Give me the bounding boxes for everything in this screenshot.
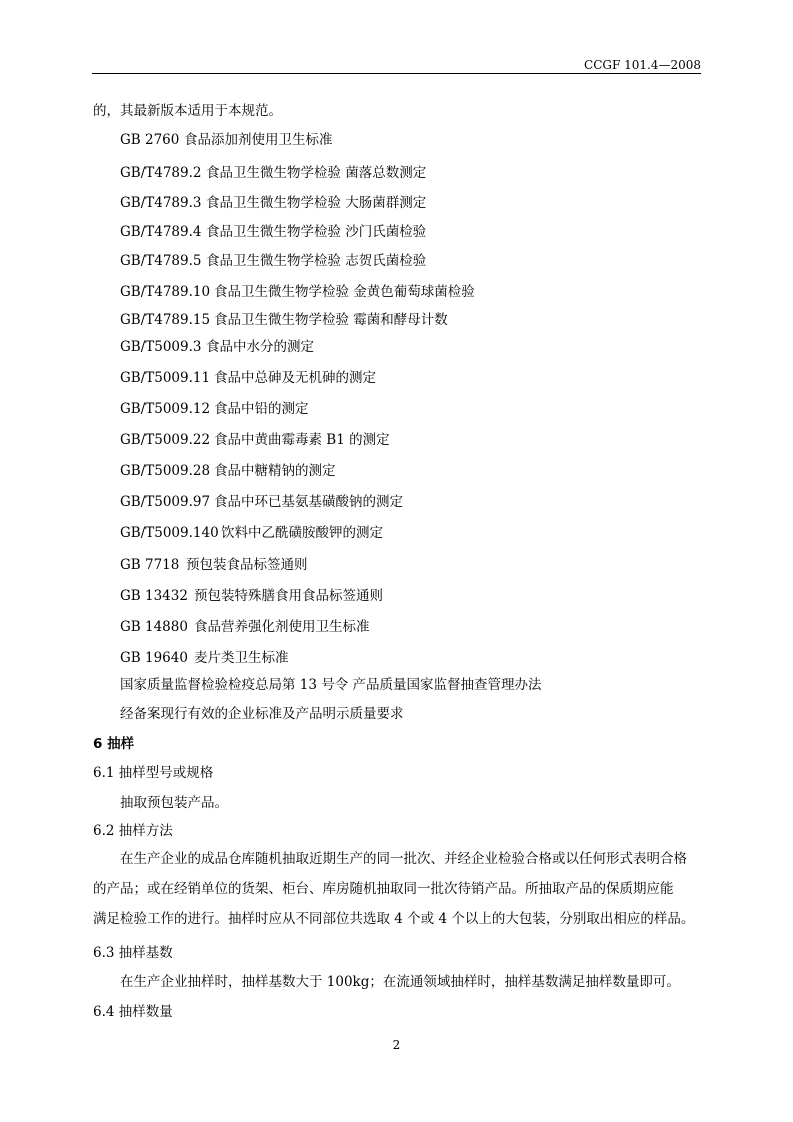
reference-code: GB 2760: [120, 132, 180, 148]
reference-item: [120, 431, 390, 449]
reference-title: 食品卫生微生物学检验 沙门氏菌检验: [206, 224, 427, 240]
reference-title: 食品中黄曲霉毒素 B1 的测定: [214, 432, 390, 448]
reference-item: [120, 311, 448, 329]
reference-code: GB/T4789.10: [120, 284, 211, 300]
section-6-1-heading: 6.1 抽样型号或规格: [93, 765, 214, 781]
reference-code: GB/T5009.3: [120, 339, 202, 355]
reference-item: [120, 587, 383, 605]
section-6-2-body-line: 在生产企业的成品仓库随机抽取近期生产的同一批次、并经企业检验合格或以任何形式表明合格: [120, 851, 687, 867]
reference-code: GB/T4789.5: [120, 253, 202, 269]
reference-item: [120, 524, 383, 542]
reference-item: [120, 164, 426, 182]
reference-title: 食品添加剂使用卫生标准: [184, 132, 333, 148]
enterprise-standard-reference: 经备案现行有效的企业标准及产品明示质量要求: [120, 706, 404, 722]
reference-title: 食品中糖精钠的测定: [214, 463, 336, 479]
reference-title: 食品中铅的测定: [214, 401, 309, 417]
reference-item: [120, 283, 475, 301]
section-6-3-heading: 6.3 抽样基数: [93, 945, 173, 961]
section-6-2-body-line: 满足检验工作的进行。抽样时应从不同部位共选取 4 个或 4 个以上的大包装，分别取出相应的样品。: [93, 911, 695, 927]
reference-item: [120, 493, 403, 511]
intro-continuation: 的，其最新版本适用于本规范。: [93, 103, 282, 119]
reference-title: 预包装特殊膳食用食品标签通则: [194, 588, 383, 604]
reference-code: GB/T5009.97: [120, 494, 211, 510]
document-code: CCGF 101.4—2008: [584, 58, 701, 72]
reference-title: 食品中水分的测定: [206, 339, 314, 355]
regulation-reference: 国家质量监督检验检疫总局第 13 号令 产品质量国家监督抽查管理办法: [120, 677, 542, 693]
reference-title: 食品卫生微生物学检验 大肠菌群测定: [206, 195, 427, 211]
reference-item: [120, 649, 289, 667]
section-6-1-body: 抽取预包装产品。: [120, 795, 228, 811]
reference-item: [120, 556, 308, 574]
reference-item: [120, 618, 370, 636]
reference-item: [120, 223, 426, 241]
reference-code: GB/T5009.11: [120, 370, 211, 386]
reference-code: GB 14880: [120, 619, 188, 635]
reference-code: GB/T5009.140: [120, 525, 219, 541]
page-number: 2: [392, 1038, 401, 1052]
header-rule: [92, 73, 701, 74]
reference-code: GB/T4789.3: [120, 195, 202, 211]
reference-title: 饮料中乙酰磺胺酸钾的测定: [221, 525, 383, 541]
reference-code: GB/T5009.12: [120, 401, 211, 417]
reference-item: [120, 252, 426, 270]
reference-title: 食品中环已基氨基磺酸钠的测定: [214, 494, 403, 510]
reference-item: [120, 131, 333, 149]
reference-title: 食品卫生微生物学检验 金黄色葡萄球菌检验: [214, 284, 475, 300]
reference-code: GB/T5009.28: [120, 463, 211, 479]
reference-item: [120, 194, 426, 212]
reference-code: GB 19640: [120, 650, 188, 666]
reference-code: GB 7718: [120, 557, 180, 573]
reference-code: GB 13432: [120, 588, 188, 604]
reference-code: GB/T4789.4: [120, 224, 202, 240]
reference-title: 食品卫生微生物学检验 霉菌和酵母计数: [214, 312, 448, 328]
section-6-2-heading: 6.2 抽样方法: [93, 823, 173, 839]
reference-title: 食品营养强化剂使用卫生标准: [194, 619, 370, 635]
section-6-3-body: 在生产企业抽样时，抽样基数大于 100kg；在流通领域抽样时，抽样基数满足抽样数量即可。: [120, 974, 680, 990]
reference-code: GB/T5009.22: [120, 432, 211, 448]
reference-item: [120, 369, 376, 387]
section-6-heading: 6 抽样: [93, 736, 135, 752]
reference-item: [120, 338, 314, 356]
reference-title: 麦片类卫生标准: [194, 650, 289, 666]
section-6-2-body-line: 的产品；或在经销单位的货架、柜台、库房随机抽取同一批次待销产品。所抽取产品的保质期应能: [93, 881, 674, 897]
reference-title: 食品卫生微生物学检验 志贺氏菌检验: [206, 253, 427, 269]
reference-item: [120, 462, 336, 480]
reference-code: GB/T4789.2: [120, 165, 202, 181]
reference-item: [120, 400, 309, 418]
reference-title: 食品卫生微生物学检验 菌落总数测定: [206, 165, 427, 181]
reference-title: 食品中总砷及无机砷的测定: [214, 370, 376, 386]
reference-code: GB/T4789.15: [120, 312, 211, 328]
reference-title: 预包装食品标签通则: [186, 557, 308, 573]
section-6-4-heading: 6.4 抽样数量: [93, 1004, 173, 1020]
